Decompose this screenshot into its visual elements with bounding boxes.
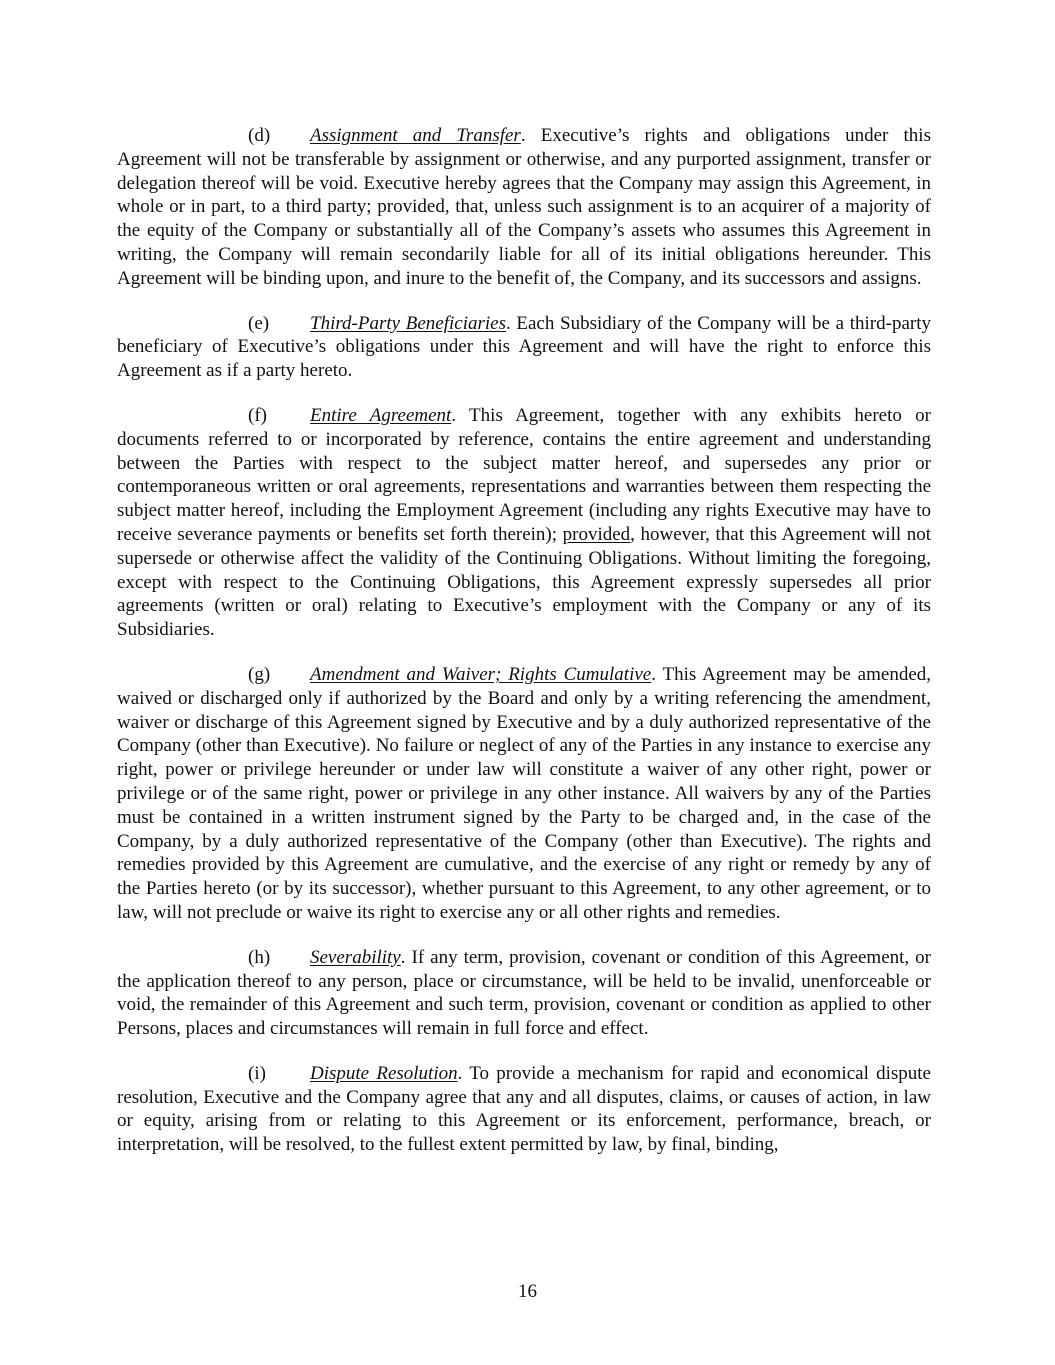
section-marker: (f) (248, 404, 267, 426)
document-page (117, 124, 931, 1178)
page-number: 16 (518, 1281, 537, 1302)
section-body: . If any term, provision, covenant or condition of this Agreement, or the application thereof to any person, place or circumstance, will be held to be invalid, unenforceable or void, the remainder of this Agreement and such term, provision, covenant or condition as applied to other Persons, places and circumstances will remain in full force and effect. (117, 946, 931, 1040)
section-heading: Severability (310, 946, 401, 968)
section-body: . This Agreement, together with any exhibits hereto or documents referred to or incorporated by reference, contains the entire agreement and understanding between the Parties with respect to the subject matter hereof, and supersedes any prior or contemporaneous written or oral agreements, representations and warranties between them respecting the subject matter hereof, including the Employment Agreement (including any rights Executive may have to receive severance payments or benefits set forth therein); (117, 404, 931, 545)
section-marker: (h) (248, 946, 271, 968)
section-g (117, 663, 931, 925)
section-body: . To provide a mechanism for rapid and economical dispute resolution, Executive and the Company agree that any and all disputes, claims, or causes of action, in law or equity, arising from or relating to this Agreement or its enforcement, performance, breach, or interpretation, will be resolved, to the fullest extent permitted by law, by final, binding, (117, 1062, 931, 1156)
section-heading: Entire Agreement (310, 404, 452, 426)
section-i (117, 1062, 931, 1157)
section-heading: Assignment and Transfer (310, 125, 521, 146)
section-e (117, 312, 931, 383)
section-heading: Dispute Resolution (310, 1062, 458, 1084)
underlined-term: provided (562, 523, 631, 545)
section-body: . This Agreement may be amended, waived or discharged only if authorized by the Board and only by a writing referencing the amendment, waiver or discharge of this Agreement signed by Executive and by a duly authorized representative of the Company (other than Executive). No failure or neglect of any of the Parties in any instance to exercise any right, power or privilege hereunder or under law will constitute a waiver of any other right, power or privilege or of the same right, power or privilege in any other instance. All waivers by any of the Parties must be contained in a written instrument signed by the Party to be charged and, in the case of the Company, by a duly authorized representative of the Company (other than Executive). The rights and remedies provided by this Agreement are cumulative, and the exercise of any right or remedy by any of the Parties hereto (or by its successor), whether pursuant to this Agreement, to any other agreement, or to law, will not preclude or waive its right to exercise any or all other rights and remedies. (117, 663, 932, 923)
section-body: . Each Subsidiary of the Company will be a third-party beneficiary of Executive’s obligations under this Agreement and will have the right to enforce this Agreement as if a party hereto. (117, 312, 931, 382)
section-marker: (e) (248, 312, 270, 334)
section-d (117, 124, 931, 291)
section-marker: (g) (248, 663, 271, 685)
section-marker: (d) (248, 125, 271, 146)
section-body-continued: , however, that this Agreement will not supersede or otherwise affect the validity of the Continuing Obligations. Without limiting the foregoing, except with respect to the Continuing Obligations, this Agreement expressly supersedes all prior agreements (written or oral) relating to Executive’s employment with the Company or any of its Subsidiaries. (117, 523, 931, 641)
section-f (117, 404, 931, 642)
section-marker: (i) (248, 1062, 266, 1084)
section-body: . Executive’s rights and obligations under this Agreement will not be transferable by assignment or otherwise, and any purported assignment, transfer or delegation thereof will be void. Executive hereby agrees that the Company may assign this Agreement, in whole or in part, to a third party; provided, that, unless such assignment is to an acquirer of a majority of the equity of the Company or substantially all of the Company’s assets who assumes this Agreement in writing, the Company will remain secondarily liable for all of its initial obligations hereunder. This Agreement will be binding upon, and inure to the benefit of, the Company, and its successors and assigns. (117, 125, 931, 289)
section-heading: Third-Party Beneficiaries (310, 312, 506, 334)
section-h (117, 946, 931, 1041)
section-heading: Amendment and Waiver; Rights Cumulative (310, 663, 652, 685)
